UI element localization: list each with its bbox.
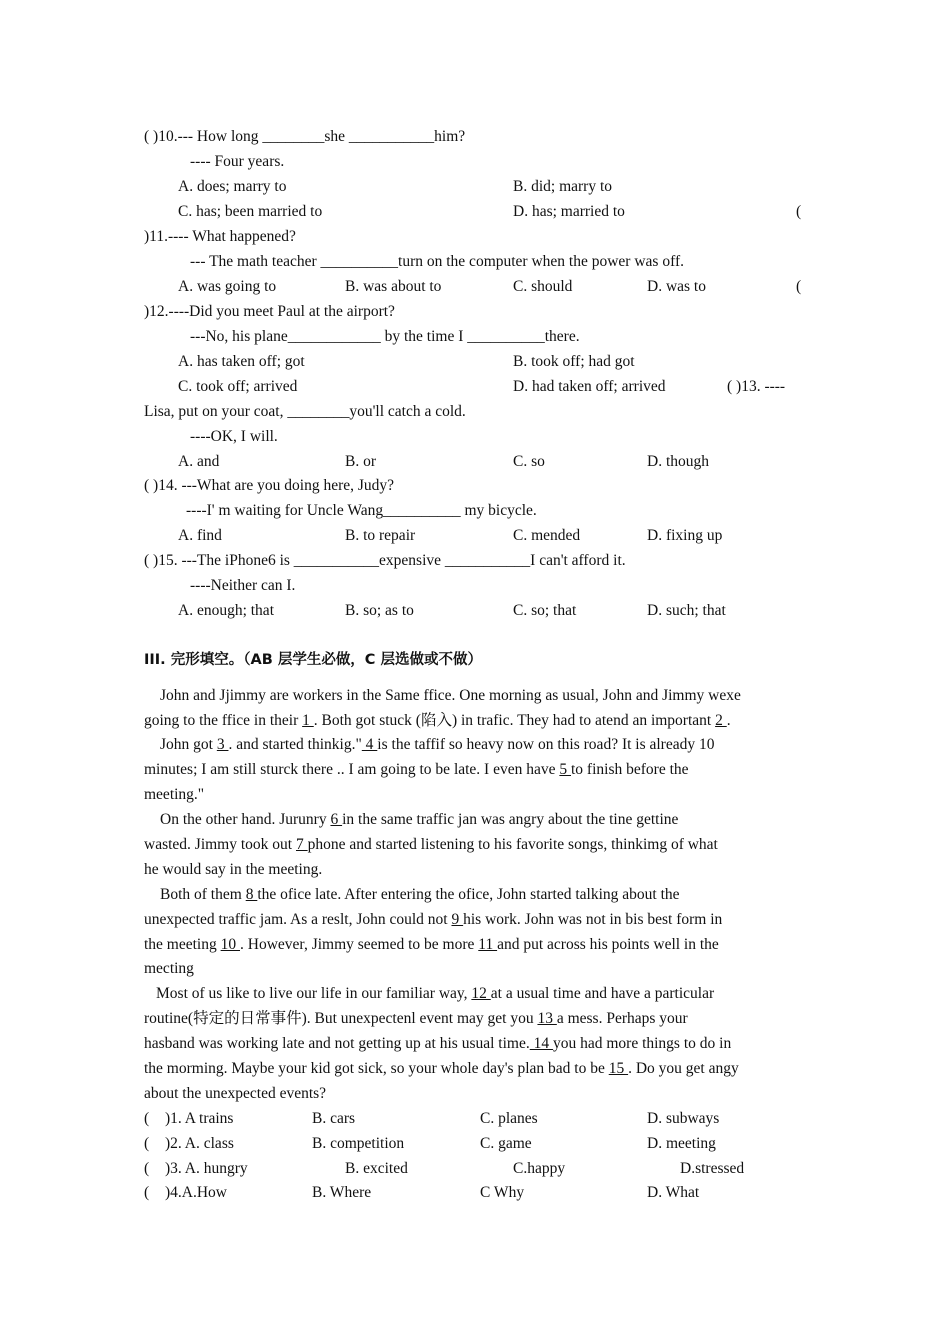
cloze-option-c: C. planes: [480, 1110, 538, 1127]
passage-line: meeting.": [144, 786, 205, 803]
q11-paren: (: [796, 203, 802, 220]
q13-stem-a: ( )13. ----: [727, 378, 786, 395]
cloze-option-a: )2. A. class: [165, 1135, 234, 1152]
cloze-paren: (: [144, 1135, 150, 1152]
cloze-option-c: C. game: [480, 1135, 532, 1152]
cloze-option-b: B. excited: [345, 1160, 408, 1177]
q15-answer: ----Neither can I.: [190, 577, 296, 594]
blank-13: 13: [537, 1010, 557, 1027]
cloze-option-a: )3. A. hungry: [165, 1160, 248, 1177]
passage-line: routine(特定的日常事件). But unexpectenl event may get you 13 a mess. Perhaps your: [144, 1010, 688, 1027]
q15-option-d: D. such; that: [647, 602, 726, 619]
blank-14: 14: [529, 1035, 553, 1052]
cloze-option-d: D. meeting: [647, 1135, 716, 1152]
blank-1: 1: [302, 712, 314, 729]
q11-option-d: D. was to: [647, 278, 706, 295]
passage-line: Most of us like to live our life in our familiar way, 12 at a usual time and have a particular: [156, 985, 715, 1002]
cloze-option-d: D.stressed: [680, 1160, 745, 1177]
blank-8: 8: [245, 886, 258, 903]
passage-line: going to the ffice in their 1 . Both got stuck (陷入) in trafic. They had to atend an important 2 .: [144, 712, 731, 729]
q10-option-b: B. did; marry to: [513, 178, 613, 195]
q10-option-d: D. has; married to: [513, 203, 625, 220]
q12-stem: )12.----Did you meet Paul at the airport?: [144, 303, 395, 320]
q13-stem-b: Lisa, put on your coat, ________you'll catch a cold.: [144, 403, 466, 420]
cloze-option-b: B. competition: [312, 1135, 405, 1152]
cloze-paren: (: [144, 1184, 150, 1201]
cloze-paren: (: [144, 1160, 150, 1177]
cloze-option-a: )1. A trains: [165, 1110, 234, 1127]
cloze-option-d: D. subways: [647, 1110, 720, 1127]
cloze-option-d: D. What: [647, 1184, 700, 1201]
blank-5: 5: [559, 761, 571, 778]
passage-line: unexpected traffic jam. As a reslt, John could not 9 his work. John was not in bis best form in: [144, 911, 723, 928]
q11-stem: )11.---- What happened?: [144, 228, 296, 245]
blank-4: 4: [361, 736, 378, 753]
q12-option-d: D. had taken off; arrived: [513, 378, 666, 395]
q12-option-c: C. took off; arrived: [178, 378, 298, 395]
passage-line: mecting: [144, 960, 194, 977]
passage-line: wasted. Jimmy took out 7 phone and started listening to his favorite songs, thinkimg of what: [144, 836, 718, 853]
q13-option-d: D. though: [647, 453, 709, 470]
q15-stem: ( )15. ---The iPhone6 is ___________expensive ___________I can't afford it.: [144, 552, 626, 569]
blank-2: 2: [715, 712, 727, 729]
passage-line: minutes; I am still sturck there .. I am going to be late. I even have 5 to finish before the: [144, 761, 689, 778]
q13-option-a: A. and: [178, 453, 220, 470]
q14-option-d: D. fixing up: [647, 527, 723, 544]
blank-11: 11: [478, 936, 498, 953]
blank-3: 3: [216, 736, 229, 753]
passage-line: he would say in the meeting.: [144, 861, 323, 878]
q14-option-c: C. mended: [513, 527, 581, 544]
passage-line: the meeting 10 . However, Jimmy seemed to be more 11 and put across his points well in the: [144, 936, 719, 953]
q14-option-a: A. find: [178, 527, 222, 544]
q14-answer: ----I' m waiting for Uncle Wang__________ my bicycle.: [186, 502, 537, 519]
q10-option-a: A. does; marry to: [178, 178, 287, 195]
blank-10: 10: [220, 936, 240, 953]
q12-option-b: B. took off; had got: [513, 353, 635, 370]
passage-line: hasband was working late and not getting up at his usual time. 14 you had more things to do in: [144, 1035, 732, 1052]
passage-line: the morming. Maybe your kid got sick, so your whole day's plan bad to be 15 . Do you get angy: [144, 1060, 739, 1077]
section-heading: III. 完形填空。（AB 层学生必做，C 层选做或不做）: [144, 652, 483, 668]
blank-9: 9: [451, 911, 464, 928]
q11-option-a: A. was going to: [178, 278, 277, 295]
passage-line: John and Jjimmy are workers in the Same ffice. One morning as usual, John and Jimmy wexe: [160, 687, 741, 704]
q11-option-b: B. was about to: [345, 278, 442, 295]
q12-answer: ---No, his plane____________ by the time I __________there.: [190, 328, 580, 345]
q11-option-c: C. should: [513, 278, 573, 295]
q14-option-b: B. to repair: [345, 527, 416, 544]
q13-answer: ----OK, I will.: [190, 428, 278, 445]
cloze-option-a: )4.A.How: [165, 1184, 227, 1201]
q15-option-c: C. so; that: [513, 602, 577, 619]
blank-12: 12: [471, 985, 491, 1002]
cloze-option-c: C Why: [480, 1184, 525, 1201]
q14-stem: ( )14. ---What are you doing here, Judy?: [144, 477, 395, 494]
blank-7: 7: [295, 836, 308, 853]
cloze-option-c: C.happy: [513, 1160, 566, 1177]
passage-line: Both of them 8 the ofice late. After entering the ofice, John started talking about the: [160, 886, 680, 903]
cloze-option-b: B. Where: [312, 1184, 372, 1201]
q15-option-a: A. enough; that: [178, 602, 274, 619]
cloze-option-b: B. cars: [312, 1110, 356, 1127]
q10-option-c: C. has; been married to: [178, 203, 323, 220]
q10-answer: ---- Four years.: [190, 153, 285, 170]
cloze-paren: (: [144, 1110, 150, 1127]
q10-stem: ( )10.--- How long ________she ___________him?: [144, 128, 466, 145]
q13-option-b: B. or: [345, 453, 376, 470]
blank-6: 6: [330, 811, 343, 828]
q13-option-c: C. so: [513, 453, 545, 470]
passage-line: about the unexpected events?: [144, 1085, 327, 1102]
q12-option-a: A. has taken off; got: [178, 353, 305, 370]
passage-line: On the other hand. Jurunry 6 in the same traffic jan was angry about the tine gettine: [160, 811, 679, 828]
q11-answer: --- The math teacher __________turn on the computer when the power was off.: [190, 253, 684, 270]
passage-line: John got 3 . and started thinkig." 4 is the taffif so heavy now on this road? It is already 10: [160, 736, 715, 753]
q12-paren: (: [796, 278, 802, 295]
q15-option-b: B. so; as to: [345, 602, 414, 619]
blank-15: 15: [608, 1060, 629, 1077]
